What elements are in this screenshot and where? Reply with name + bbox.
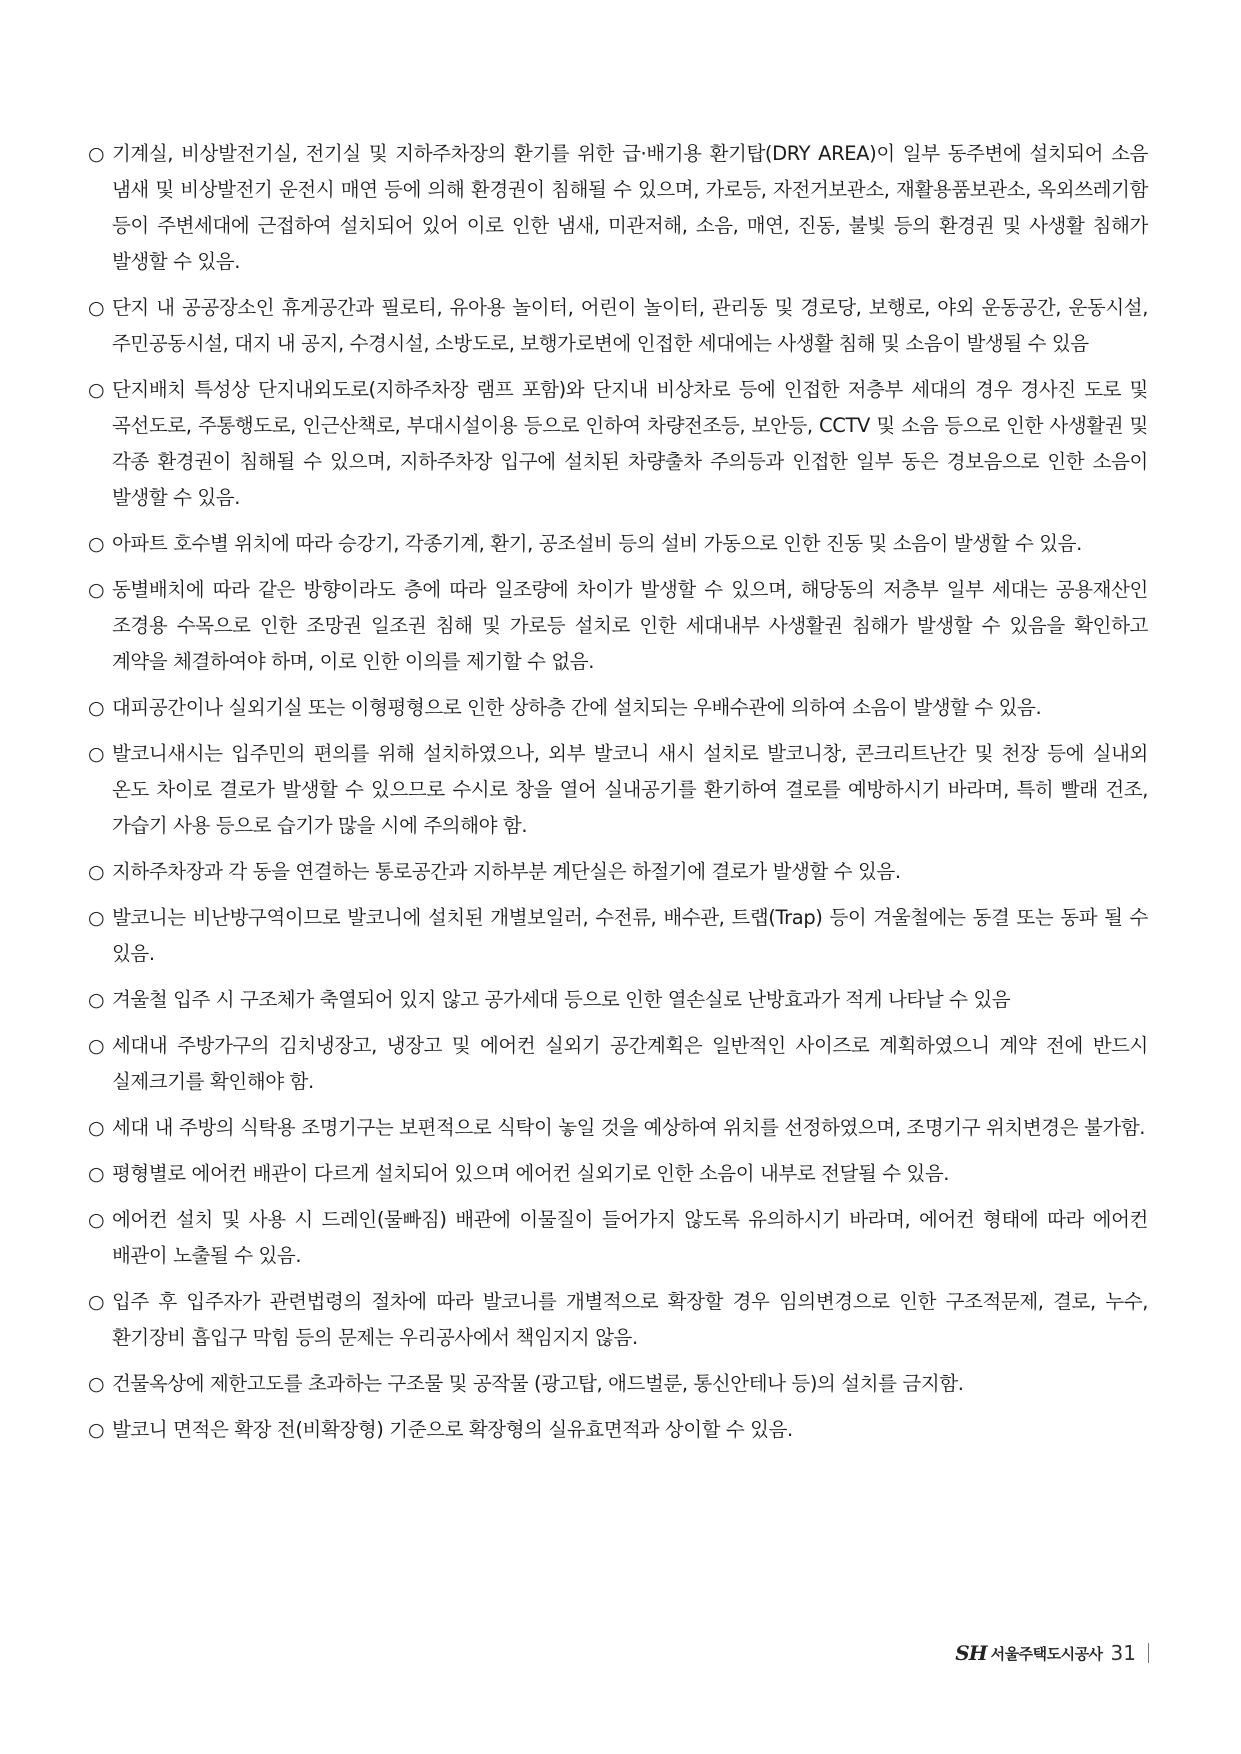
circle-bullet-icon: ○ — [88, 1035, 105, 1057]
notice-item — [88, 1202, 1148, 1274]
notice-text: 대피공간이나 실외기실 또는 이형평형으로 인한 상하층 간에 설치되는 우배수관에 의하여 소음이 발생할 수 있음. — [112, 696, 1042, 719]
notice-item — [88, 1412, 1148, 1448]
notice-item — [88, 526, 1148, 562]
notice-text: 건물옥상에 제한고도를 초과하는 구조물 및 공작물 (광고탑, 애드벌룬, 통신안테나 등)의 설치를 금지함. — [112, 1372, 964, 1395]
circle-bullet-icon: ○ — [88, 907, 105, 929]
notice-item — [88, 372, 1148, 516]
notice-item — [88, 900, 1148, 972]
notice-text: 평형별로 에어컨 배관이 다르게 설치되어 있으며 에어컨 실외기로 인한 소음이 내부로 전달될 수 있음. — [112, 1162, 950, 1185]
circle-bullet-icon: ○ — [88, 989, 105, 1011]
notice-text: 세대 내 주방의 식탁용 조명기구는 보편적으로 식탁이 놓일 것을 예상하여 위치를 선정하였으며, 조명기구 위치변경은 불가함. — [112, 1116, 1146, 1139]
notice-item — [88, 572, 1148, 680]
page-footer — [955, 1638, 1149, 1668]
notice-item — [88, 1028, 1148, 1100]
notice-list — [88, 136, 1148, 1458]
notice-text: 기계실, 비상발전기실, 전기실 및 지하주차장의 환기를 위한 급·배기용 환기탑(DRY AREA)이 일부 동주변에 설치되어 소음 냄새 및 비상발전기 운전시 매연 등에 의해 환경권이 침해될 수 있으며, 가로등, 자전거보관소, 재활용품보관소, 옥외쓰레기함 등이 주변세대에 근접하여 설치되어 있어 이로 인한 냄새, 미관저해, 소음, 매연, 진동, 불빛 등의 환경권 및 사생활 침해가 발생할 수 있음. — [112, 142, 1148, 273]
circle-bullet-icon: ○ — [88, 743, 105, 765]
sh-logo: SH — [955, 1641, 987, 1665]
notice-text: 아파트 호수별 위치에 따라 승강기, 각종기계, 환기, 공조설비 등의 설비 가동으로 인한 진동 및 소음이 발생할 수 있음. — [112, 532, 1082, 555]
circle-bullet-icon: ○ — [88, 143, 105, 165]
notice-item — [88, 1284, 1148, 1356]
notice-item — [88, 982, 1148, 1018]
circle-bullet-icon: ○ — [88, 533, 105, 555]
notice-text: 단지배치 특성상 단지내외도로(지하주차장 램프 포함)와 단지내 비상차로 등에 인접한 저층부 세대의 경우 경사진 도로 및 곡선도로, 주통행도로, 인근산책로, 부대시설이용 등으로 인하여 차량전조등, 보안등, CCTV 및 소음 등으로 인한 사생활권 및 각종 환경권이 침해될 수 있으며, 지하주차장 입구에 설치된 차량출차 주의등과 인접한 일부 동은 경보음으로 인한 소음이 발생할 수 있음. — [112, 378, 1148, 509]
notice-item — [88, 290, 1148, 362]
notice-text: 지하주차장과 각 동을 연결하는 통로공간과 지하부분 계단실은 하절기에 결로가 발생할 수 있음. — [112, 860, 901, 883]
notice-text: 발코니 면적은 확장 전(비확장형) 기준으로 확장형의 실유효면적과 상이할 수 있음. — [112, 1418, 793, 1441]
notice-text: 입주 후 입주자가 관련법령의 절차에 따라 발코니를 개별적으로 확장할 경우 임의변경으로 인한 구조적문제, 결로, 누수, 환기장비 흡입구 막힘 등의 문제는 우리공사에서 책임지지 않음. — [112, 1290, 1148, 1349]
notice-item — [88, 1366, 1148, 1402]
notice-text: 발코니는 비난방구역이므로 발코니에 설치된 개별보일러, 수전류, 배수관, 트랩(Trap) 등이 겨울철에는 동결 또는 동파 될 수 있음. — [112, 906, 1148, 965]
notice-item — [88, 1156, 1148, 1192]
circle-bullet-icon: ○ — [88, 1419, 105, 1441]
footer-divider — [1148, 1643, 1149, 1663]
notice-text: 겨울철 입주 시 구조체가 축열되어 있지 않고 공가세대 등으로 인한 열손실로 난방효과가 적게 나타날 수 있음 — [112, 988, 1011, 1011]
circle-bullet-icon: ○ — [88, 1117, 105, 1139]
circle-bullet-icon: ○ — [88, 297, 105, 319]
circle-bullet-icon: ○ — [88, 1163, 105, 1185]
circle-bullet-icon: ○ — [88, 1291, 105, 1313]
circle-bullet-icon: ○ — [88, 861, 105, 883]
notice-item — [88, 690, 1148, 726]
notice-text: 세대내 주방가구의 김치냉장고, 냉장고 및 에어컨 실외기 공간계획은 일반적인 사이즈로 계획하였으니 계약 전에 반드시 실제크기를 확인해야 함. — [112, 1034, 1148, 1093]
page-number: 31 — [1110, 1641, 1136, 1665]
notice-text: 발코니새시는 입주민의 편의를 위해 설치하였으나, 외부 발코니 새시 설치로 발코니창, 콘크리트난간 및 천장 등에 실내외 온도 차이로 결로가 발생할 수 있으므로 수시로 창을 열어 실내공기를 환기하여 결로를 예방하시기 바라며, 특히 빨래 건조, 가습기 사용 등으로 습기가 많을 시에 주의해야 함. — [112, 742, 1148, 837]
circle-bullet-icon: ○ — [88, 579, 105, 601]
circle-bullet-icon: ○ — [88, 1209, 105, 1231]
notice-text: 에어컨 설치 및 사용 시 드레인(물빠짐) 배관에 이물질이 들어가지 않도록 유의하시기 바라며, 에어컨 형태에 따라 에어컨 배관이 노출될 수 있음. — [112, 1208, 1148, 1267]
notice-item — [88, 736, 1148, 844]
circle-bullet-icon: ○ — [88, 1373, 105, 1395]
notice-text: 단지 내 공공장소인 휴게공간과 필로티, 유아용 놀이터, 어린이 놀이터, 관리동 및 경로당, 보행로, 야외 운동공간, 운동시설, 주민공동시설, 대지 내 공지, 수경시설, 소방도로, 보행가로변에 인접한 세대에는 사생활 침해 및 소음이 발생될 수 있음 — [112, 296, 1148, 355]
circle-bullet-icon: ○ — [88, 697, 105, 719]
circle-bullet-icon: ○ — [88, 379, 105, 401]
organization-name: 서울주택도시공사 — [990, 1644, 1103, 1663]
notice-text: 동별배치에 따라 같은 방향이라도 층에 따라 일조량에 차이가 발생할 수 있으며, 해당동의 저층부 일부 세대는 공용재산인 조경용 수목으로 인한 조망권 일조권 침해 및 가로등 설치로 인한 세대내부 사생활권 침해가 발생할 수 있음을 확인하고 계약을 체결하여야 하며, 이로 인한 이의를 제기할 수 없음. — [112, 578, 1148, 673]
notice-item — [88, 1110, 1148, 1146]
notice-item — [88, 136, 1148, 280]
notice-item — [88, 854, 1148, 890]
